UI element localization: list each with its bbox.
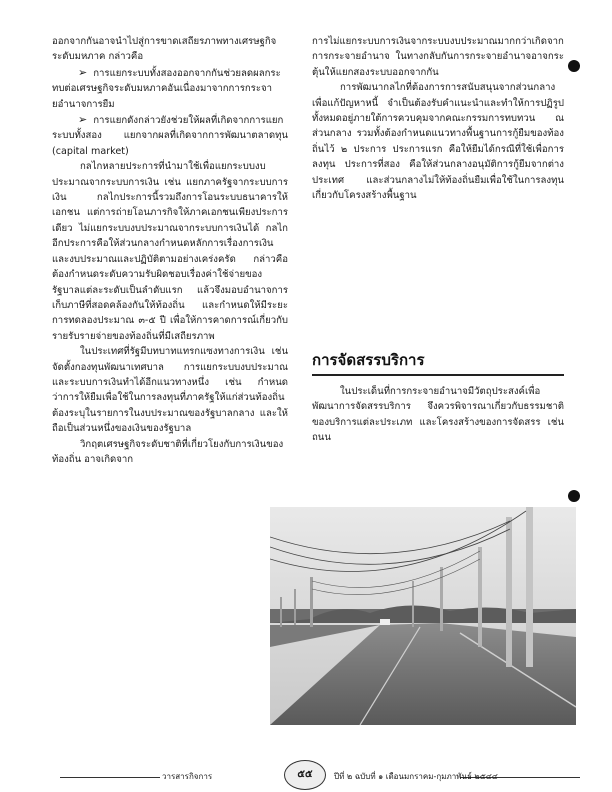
scan-mark-icon <box>568 60 580 72</box>
page-number: ๕๕ <box>284 760 326 790</box>
paragraph: ในประเทศที่รัฐมีบทบาทแทรกแซงทางการเงิน เช่น จัดตั้งกองทุนพัฒนาเทศบาล การแยกระบบงบประมาณและระบบการเงินทำได้อีกแนวทางหนึ่ง เช่น กำหนดว่าการให้ยืมเพื่อใช้ในการลงทุนที่ภาครัฐให้แก่ส่วนท้องถิ่น ต้องระบุในรายการในงบประมาณของรัฐบาลกลาง และให้ถือเป็นส่วนหนึ่งของเงินของรัฐบาล <box>52 346 288 435</box>
arrow-bullet-icon: ➢ <box>78 113 88 127</box>
arrow-bullet-icon: ➢ <box>78 65 88 79</box>
bullet-text: การแยกดังกล่าวยังช่วยให้ผลที่เกิดจากการแยกระบบทั้งสอง แยกจากผลที่เกิดจากการพัฒนาตลาดทุน (capital market) <box>52 115 288 157</box>
scan-mark-icon <box>568 490 580 502</box>
paragraph: การพัฒนากลไกที่ต้องการการสนับสนุนจากส่วนกลางเพื่อแก้ปัญหาหนี้ จำเป็นต้องรับคำแนะนำและทำให้การปฏิรูปทั้งหมดอยู่ภายใต้การควบคุมจากคณะกรรมการทบทวน ณ ส่วนกลาง รวมทั้งต้องกำหนดแนวทางพื้นฐานการกู้ยืมของท้องถิ่นไว้ ๒ ประการ ประการแรก คือให้ยืมได้กรณีที่ใช้เพื่อการลงทุน ประการที่สอง คือให้ส่วนกลางอนุมัติการกู้ยืมจากต่างประเทศ และส่วนกลางไม่ให้ท้องถิ่นยืมเพื่อใช้ในการลงทุนเกี่ยวกับโครงสร้างพื้นฐาน <box>312 82 564 202</box>
bullet-text: การแยกระบบทั้งสองออกจากกันช่วยลดผลกระทบต่อเศรษฐกิจระดับมหภาคอันเนื่องมาจากการกระจายอำนาจการยืม <box>52 67 281 110</box>
road-with-power-lines-photo <box>270 507 576 725</box>
bullet-item <box>52 65 288 112</box>
right-column-top <box>312 34 564 203</box>
bullet-item <box>52 112 288 159</box>
paragraph: วิกฤตเศรษฐกิจระดับชาติที่เกี่ยวโยงกับการเงินของท้องถิ่น อาจเกิดจาก <box>52 438 284 465</box>
left-column <box>52 34 288 467</box>
footer-journal-title: วารสารกิจการ <box>162 772 213 781</box>
section-heading: การจัดสรรบริการ <box>312 348 564 376</box>
paragraph: การไม่แยกระบบการเงินจากระบบงบประมาณมากกว่าเกิดจากการกระจายอำนาจ ในทางกลับกันการกระจายอำนาจอาจกระตุ้นให้แยกสองระบบออกจากกัน <box>312 36 564 78</box>
right-column-bottom <box>312 384 564 446</box>
paragraph: ออกจากกันอาจนำไปสู่การขาดเสถียรภาพทางเศรษฐกิจระดับมหภาค กล่าวคือ <box>52 36 277 63</box>
footer-issue: ปีที่ ๒ ฉบับที่ ๑ เดือนมกราคม-กุมภาพันธ์ ๒๕๔๔ <box>334 772 498 781</box>
paragraph: ในประเด็นที่การกระจายอำนาจมีวัตถุประสงค์เพื่อพัฒนาการจัดสรรบริการ จึงควรพิจารณาเกี่ยวกับธรรมชาติของบริการแต่ละประเภท และโครงสร้างของการจัดสรร เช่น ถนน <box>312 386 564 444</box>
footer-rule <box>60 777 160 778</box>
paragraph: กลไกหลายประการที่นำมาใช้เพื่อแยกระบบงบประมาณจากระบบการเงิน เช่น แยกภาครัฐจากระบบการเงิน กลไกประการนี้รวมถึงการโอนระบบธนาคารให้เอกชน แต่การถ่ายโอนภารกิจให้ภาคเอกชนเพียงประการเดียว ไม่แยกระบบงบประมาณจากระบบการเงินได้ กลไกอีกประการคือให้ส่วนกลางกำหนดหลักการเรื่องการเงินและงบประมาณและปฏิบัติตามอย่างเคร่งครัด กล่าวคือต้องกำหนดระดับความรับผิดชอบเรื่องค่าใช้จ่ายของรัฐบาลแต่ละระดับเป็นลำดับแรก แล้วจึงมอบอำนาจการเก็บภาษีที่สอดคล้องกันให้ท้องถิ่น และกำหนดให้มีระยะการทดลองประมาณ ๓-๕ ปี เพื่อให้การคาดการณ์เกี่ยวกับรายรับรายจ่ายของท้องถิ่นที่มีเสถียรภาพ <box>52 161 288 342</box>
photo-illustration <box>270 507 576 725</box>
